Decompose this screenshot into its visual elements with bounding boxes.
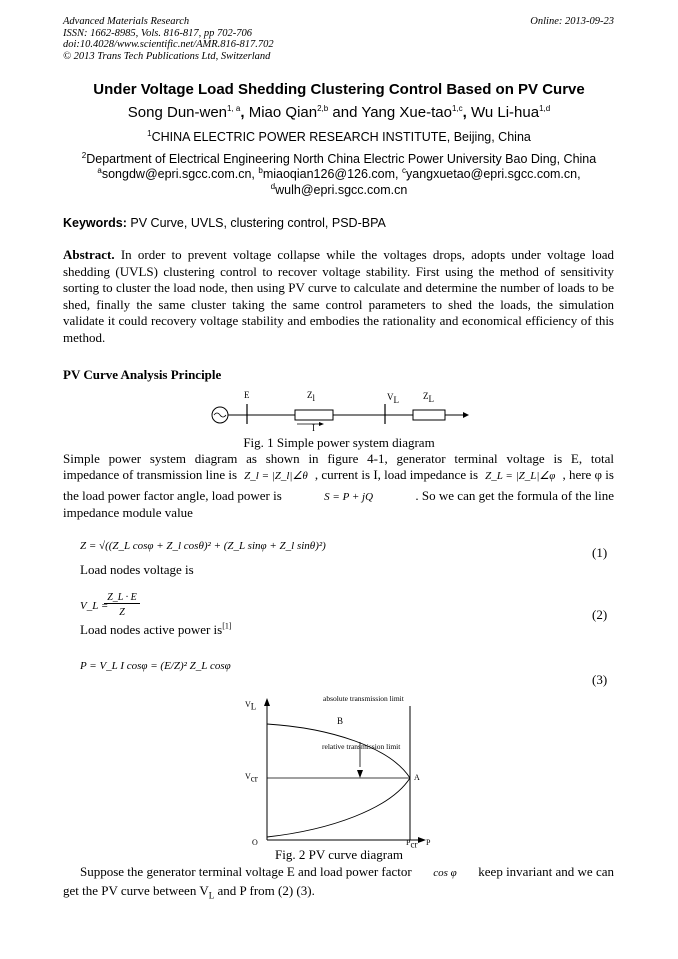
abstract — [63, 247, 614, 346]
equation-2-lhs: V_L = — [80, 600, 109, 612]
para1-line3 — [63, 488, 614, 506]
email-line-2 — [0, 183, 678, 197]
fig1-label-zload-sub: L — [428, 393, 434, 404]
text-eq3-ref: [1] — [222, 621, 232, 631]
affiliation-1-mark: 1 — [147, 128, 152, 138]
abstract-text: In order to prevent voltage collapse while the voltages drops, adopts under voltage load shedding (UVLS) clustering control to recover voltage stability. First using the method of sensitivity sorting to cluster the load node, then using PV curve to calculate and determine the number of loads to be shed, finally the same cluster taking the same control parameters to shed the loads, the simulation validate it could recovery voltage stability and embodies the rationality and economical efficiency of this method. — [63, 247, 614, 345]
equation-2-numerator: Z_L · E — [104, 592, 140, 604]
author-3-sup: 1,c — [451, 104, 463, 113]
fig2-y-label-sub: L — [250, 701, 257, 712]
email-b-mark: b — [258, 165, 263, 175]
section-heading: PV Curve Analysis Principle — [63, 367, 222, 382]
fig2-label-o: O — [252, 838, 258, 847]
email-d-mark: d — [270, 181, 276, 191]
author-2-sup: 2,b — [317, 104, 329, 113]
para2-l2a: get the PV curve between V — [63, 883, 209, 898]
email-a-mark: a — [97, 165, 102, 175]
paper-title: Under Voltage Load Shedding Clustering Control Based on PV Curve — [93, 81, 585, 98]
relative-limit-arrow-icon — [357, 770, 363, 778]
fig2-label-b: B — [337, 716, 344, 726]
issn: ISSN: 1662-8985, Vols. 816-817, pp 702-706 — [63, 27, 252, 39]
affiliation-2-text: Department of Electrical Engineering North China Electric Power University Bao Ding, China — [86, 152, 597, 166]
para1-line2 — [63, 467, 614, 485]
math-cosphi: cos φ — [433, 867, 457, 879]
fig2-vcr-sub: cr — [250, 773, 258, 784]
fig2-y-label-main: V — [245, 700, 251, 709]
fig1-label-i: I — [312, 423, 315, 433]
fig2-pcr-sub: cr — [410, 839, 418, 850]
fig2-caption: Fig. 2 PV curve diagram — [275, 847, 403, 862]
arrow-icon — [463, 412, 469, 418]
para1-line1: Simple power system diagram as shown in figure 4-1, generator terminal voltage is E, total — [63, 451, 614, 466]
equation-2-denominator: Z — [119, 607, 125, 618]
para2-l2b: and P from (2) (3). — [217, 883, 315, 898]
fig2-y-label — [245, 700, 257, 712]
keywords-label: Keywords: — [63, 216, 127, 230]
equation-1-number: (1) — [592, 545, 608, 560]
ac-wave-icon — [214, 413, 226, 417]
para1-l3a: the load power factor angle, load power is — [63, 488, 282, 503]
fig1-label-zl — [307, 390, 316, 403]
fig2-vcr-label — [245, 772, 258, 784]
equation-2-number: (2) — [592, 607, 608, 622]
fig2-abs-limit-label: absolute transmission limit — [323, 694, 404, 703]
email-c: yangxuetao@epri.sgcc.com.cn, — [406, 167, 581, 181]
para2-line2 — [63, 883, 315, 900]
email-a: songdw@epri.sgcc.com.cn, — [101, 167, 255, 181]
author-4: Wu Li-hua — [470, 104, 540, 121]
para1-line4: impedance module value — [63, 505, 193, 520]
para2-l1a: Suppose the generator terminal voltage E and load power factor — [80, 864, 412, 879]
fig1-caption: Fig. 1 Simple power system diagram — [243, 435, 435, 450]
affiliation-1 — [0, 130, 678, 144]
author-2: Miao Qian — [248, 104, 318, 121]
author-and: and — [332, 104, 358, 121]
math-zl: Z_l = |Z_l|∠θ — [244, 470, 308, 482]
para2-l1b: keep invariant and we can — [478, 864, 614, 879]
keywords — [63, 216, 386, 230]
math-zload: Z_L = |Z_L|∠φ — [485, 470, 556, 482]
para1-l2a: impedance of transmission line is — [63, 467, 238, 482]
fig2-pcr-label — [406, 838, 418, 850]
fig1-label-zl-main: Z — [307, 390, 313, 400]
email-line — [0, 167, 678, 181]
affiliation-2-mark: 2 — [81, 150, 87, 160]
para1-l3b: . So we can get the formula of the line — [415, 488, 614, 503]
doi: doi:10.4028/www.scientific.net/AMR.816-817.702 — [63, 39, 274, 50]
para2-l2sub: L — [208, 890, 215, 901]
author-list: Song Dun-wen$^{1, a}$, Miao Qian$^{2,b}$ and Yang Xue-tao$^{1,c}$, Wu Li-hua$^{1,d}$ — [127, 104, 551, 121]
email-d: wulh@epri.sgcc.com.cn — [275, 183, 408, 197]
para2-line1 — [80, 864, 614, 882]
online-date: Online: 2013-09-23 — [530, 16, 614, 27]
current-arrow-icon — [319, 422, 324, 426]
keywords-text: PV Curve, UVLS, clustering control, PSD-BPA — [130, 216, 386, 230]
text-eq3-main: Load nodes active power is — [80, 622, 223, 637]
equation-1: Z = √((Z_L cosφ + Z_l cosθ)² + (Z_L sinφ + Z_l sinθ)²) — [80, 540, 326, 552]
impedance-zload-box — [413, 410, 445, 420]
text-eq2: Load nodes voltage is — [80, 562, 194, 577]
fig2-rel-limit-label: relative transmission limit — [322, 742, 401, 751]
fig2-x-label: P — [426, 838, 431, 847]
equation-3: P = V_L I cosφ = (E/Z)² Z_L cosφ — [80, 660, 231, 672]
fig1-label-zload-main: Z — [423, 391, 429, 401]
para1-l2c: , here φ is — [562, 467, 614, 482]
email-b: miaoqian126@126.com, — [262, 167, 399, 181]
author-1-sup: 1, a — [227, 104, 241, 113]
fig1-label-vl-sub: L — [393, 394, 399, 405]
x-axis-arrow-icon — [418, 837, 426, 843]
affiliation-2 — [0, 152, 678, 166]
abstract-label: Abstract. — [63, 247, 115, 262]
journal-name: Advanced Materials Research — [63, 16, 190, 27]
math-s: S = P + jQ — [324, 491, 374, 503]
author-3: Yang Xue-tao — [361, 104, 452, 121]
impedance-zl-box — [295, 410, 333, 420]
fig1-label-vl — [387, 392, 399, 405]
journal-header — [63, 16, 274, 62]
fig1-label-zload — [423, 391, 434, 404]
author-4-sup: 1,d — [539, 104, 551, 113]
fig2-vcr-main: V — [245, 772, 251, 781]
email-c-mark: c — [402, 165, 406, 175]
y-axis-arrow-icon — [264, 698, 270, 706]
copyright: © 2013 Trans Tech Publications Ltd, Switzerland — [63, 50, 271, 62]
fig2-label-a: A — [414, 773, 420, 782]
fig1-label-e: E — [244, 390, 250, 400]
pv-nose-curve — [267, 724, 410, 837]
fig1-label-zl-sub: l — [312, 392, 316, 403]
fig2-pcr-main: P — [406, 838, 411, 847]
equation-3-number: (3) — [592, 672, 608, 687]
author-1: Song Dun-wen — [127, 104, 228, 121]
fig1-label-vl-main: V — [387, 392, 394, 402]
text-eq3 — [80, 622, 232, 639]
para1-l2b: , current is I, load impedance is — [314, 467, 479, 482]
affiliation-1-text: CHINA ELECTRIC POWER RESEARCH INSTITUTE, Beijing, China — [151, 130, 531, 144]
